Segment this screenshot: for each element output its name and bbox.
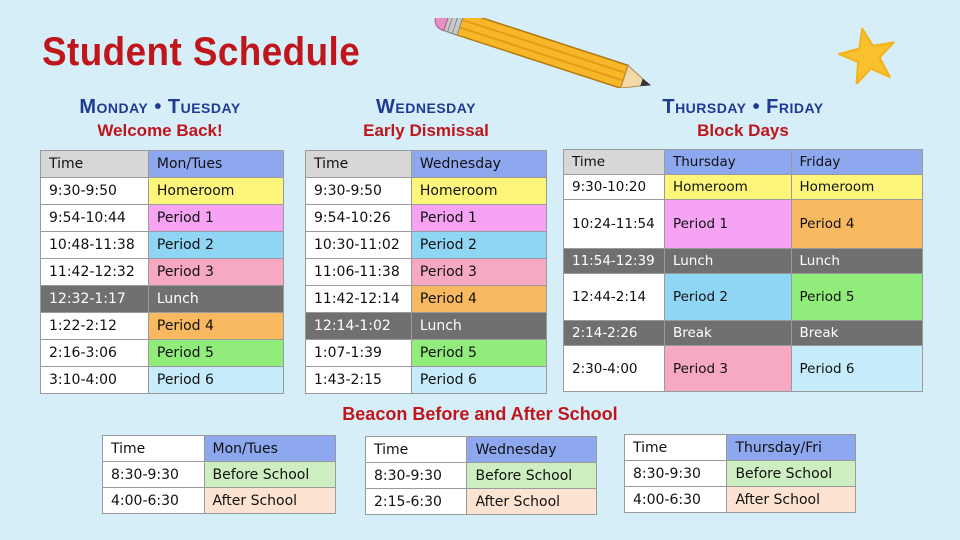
time-cell: 4:00-6:30 [103, 488, 205, 514]
table-row [564, 175, 923, 200]
table-row [306, 259, 547, 286]
time-cell: 10:30-11:02 [306, 232, 412, 259]
period-cell: Homeroom [148, 178, 283, 205]
thu-fri-subheading: Block Days [697, 121, 789, 140]
header-time: Time [366, 437, 467, 463]
period-cell: Lunch [411, 313, 546, 340]
period-cell: Period 3 [148, 259, 283, 286]
thursday-cell: Lunch [664, 249, 791, 274]
table-row [41, 205, 284, 232]
period-cell: Period 5 [148, 340, 283, 367]
table-row [366, 463, 597, 489]
time-cell: 12:32-1:17 [41, 286, 149, 313]
header-day: Wednesday [411, 151, 546, 178]
friday-cell: Period 5 [791, 274, 923, 321]
period-cell: Period 5 [411, 340, 546, 367]
table-row [564, 346, 923, 392]
table-header-row [564, 150, 923, 175]
table-row [41, 259, 284, 286]
table-row [625, 461, 856, 487]
table-row [41, 313, 284, 340]
table-row [41, 286, 284, 313]
table-row [306, 340, 547, 367]
header-time: Time [306, 151, 412, 178]
time-cell: 1:07-1:39 [306, 340, 412, 367]
period-cell: Before School [467, 463, 597, 489]
time-cell: 10:48-11:38 [41, 232, 149, 259]
friday-cell: Period 6 [791, 346, 923, 392]
period-cell: Before School [204, 462, 335, 488]
thursday-cell: Period 2 [664, 274, 791, 321]
time-cell: 8:30-9:30 [103, 462, 205, 488]
time-cell: 4:00-6:30 [625, 487, 727, 513]
header-thursday: Thursday [664, 150, 791, 175]
beacon-thu-fri-table [624, 434, 856, 513]
period-cell: After School [727, 487, 856, 513]
table-row [41, 340, 284, 367]
mon-tue-subheading: Welcome Back! [97, 121, 223, 140]
friday-cell: Lunch [791, 249, 923, 274]
header-time: Time [625, 435, 727, 461]
period-cell: After School [467, 489, 597, 515]
period-cell: Homeroom [411, 178, 546, 205]
time-cell: 8:30-9:30 [366, 463, 467, 489]
table-row [306, 178, 547, 205]
time-cell: 2:14-2:26 [564, 321, 665, 346]
thursday-cell: Period 3 [664, 346, 791, 392]
period-cell: Period 4 [411, 286, 546, 313]
table-row [564, 321, 923, 346]
time-cell: 11:54-12:39 [564, 249, 665, 274]
time-cell: 12:44-2:14 [564, 274, 665, 321]
header-day: Wednesday [467, 437, 597, 463]
thursday-cell: Period 1 [664, 200, 791, 249]
table-header-row [103, 436, 336, 462]
page-title: Student Schedule [42, 30, 361, 74]
table-row [306, 205, 547, 232]
thu-fri-heading: Thursday • Friday [662, 96, 824, 118]
period-cell: Period 1 [148, 205, 283, 232]
table-header-row [625, 435, 856, 461]
header-time: Time [103, 436, 205, 462]
table-row [564, 249, 923, 274]
time-cell: 9:30-10:20 [564, 175, 665, 200]
time-cell: 9:30-9:50 [306, 178, 412, 205]
table-row [41, 367, 284, 394]
period-cell: Period 6 [411, 367, 546, 394]
thursday-cell: Break [664, 321, 791, 346]
star-icon [838, 26, 898, 84]
period-cell: Period 2 [411, 232, 546, 259]
beacon-mon-tue-table [102, 435, 336, 514]
time-cell: 9:54-10:26 [306, 205, 412, 232]
header-day: Mon/Tues [148, 151, 283, 178]
time-cell: 10:24-11:54 [564, 200, 665, 249]
time-cell: 12:14-1:02 [306, 313, 412, 340]
table-header-row [366, 437, 597, 463]
table-row [366, 489, 597, 515]
time-cell: 3:10-4:00 [41, 367, 149, 394]
wed-subheading: Early Dismissal [363, 121, 489, 140]
time-cell: 11:42-12:14 [306, 286, 412, 313]
time-cell: 11:06-11:38 [306, 259, 412, 286]
time-cell: 2:16-3:06 [41, 340, 149, 367]
table-row [306, 313, 547, 340]
period-cell: After School [204, 488, 335, 514]
time-cell: 9:30-9:50 [41, 178, 149, 205]
header-day: Thursday/Fri [727, 435, 856, 461]
thu-fri-schedule-table [563, 149, 923, 392]
table-row [306, 232, 547, 259]
period-cell: Period 2 [148, 232, 283, 259]
header-time: Time [564, 150, 665, 175]
wed-heading: Wednesday [376, 96, 476, 118]
time-cell: 2:15-6:30 [366, 489, 467, 515]
time-cell: 8:30-9:30 [625, 461, 727, 487]
table-header-row [306, 151, 547, 178]
table-row [306, 367, 547, 394]
period-cell: Period 4 [148, 313, 283, 340]
period-cell: Period 6 [148, 367, 283, 394]
beacon-wed-table [365, 436, 597, 515]
table-row [564, 274, 923, 321]
time-cell: 11:42-12:32 [41, 259, 149, 286]
period-cell: Before School [727, 461, 856, 487]
header-day: Mon/Tues [204, 436, 335, 462]
table-row [564, 200, 923, 249]
thursday-cell: Homeroom [664, 175, 791, 200]
table-row [306, 286, 547, 313]
time-cell: 9:54-10:44 [41, 205, 149, 232]
table-row [103, 462, 336, 488]
period-cell: Lunch [148, 286, 283, 313]
time-cell: 1:22-2:12 [41, 313, 149, 340]
time-cell: 2:30-4:00 [564, 346, 665, 392]
time-cell: 1:43-2:15 [306, 367, 412, 394]
friday-cell: Period 4 [791, 200, 923, 249]
period-cell: Period 1 [411, 205, 546, 232]
mon-tue-schedule-table [40, 150, 284, 394]
header-friday: Friday [791, 150, 923, 175]
period-cell: Period 3 [411, 259, 546, 286]
pencil-icon [428, 18, 668, 88]
beacon-heading: Beacon Before and After School [342, 404, 618, 424]
friday-cell: Break [791, 321, 923, 346]
mon-tue-heading: Monday • Tuesday [79, 96, 241, 118]
table-row [103, 488, 336, 514]
friday-cell: Homeroom [791, 175, 923, 200]
header-time: Time [41, 151, 149, 178]
wed-schedule-table [305, 150, 547, 394]
table-header-row [41, 151, 284, 178]
table-row [41, 232, 284, 259]
table-row [41, 178, 284, 205]
table-row [625, 487, 856, 513]
